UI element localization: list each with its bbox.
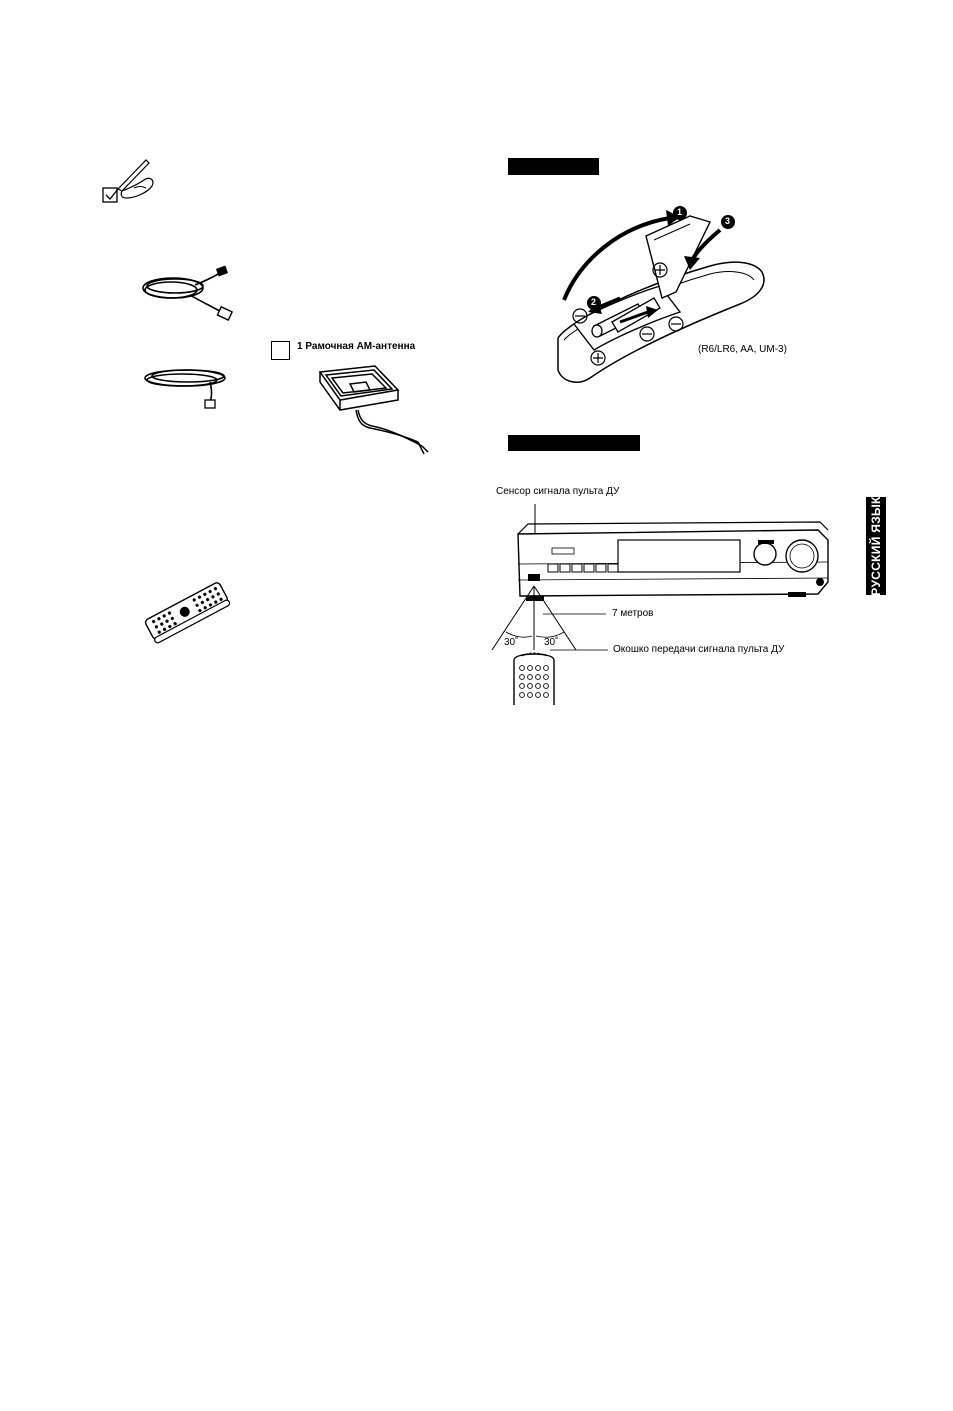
angle-right-label: 30˚ (544, 637, 559, 648)
distance-label: 7 метров (612, 608, 654, 619)
language-tab-label: РУССКИЙ ЯЗЫК (869, 496, 883, 596)
step-1-number: 1 (677, 207, 683, 217)
check-hand-icon (100, 158, 162, 206)
batteries-heading-bar (508, 158, 599, 175)
am-antenna-label: 1 Рамочная АМ-антенна (297, 341, 416, 352)
battery-types-label: (R6/LR6, AA, UM-3) (698, 344, 787, 355)
am-antenna-checkbox[interactable] (271, 341, 290, 360)
remote-sensor-label: Сенсор сигнала пульта ДУ (496, 486, 620, 497)
am-loop-antenna-illustration (300, 362, 440, 462)
step-3-number: 3 (725, 216, 731, 226)
language-side-tab (866, 497, 886, 595)
receiver-front-panel-illustration (488, 500, 838, 705)
remote-use-heading-bar (508, 435, 640, 451)
step-2-number: 2 (591, 297, 597, 307)
battery-insertion-illustration (550, 200, 770, 390)
transmitter-window-label: Окошко передачи сигнала пульта ДУ (613, 644, 785, 655)
ac-power-cord-illustration (135, 263, 235, 323)
angle-left-label: 30˚ (504, 637, 519, 648)
fm-antenna-illustration (140, 362, 235, 412)
remote-control-illustration (140, 570, 232, 648)
